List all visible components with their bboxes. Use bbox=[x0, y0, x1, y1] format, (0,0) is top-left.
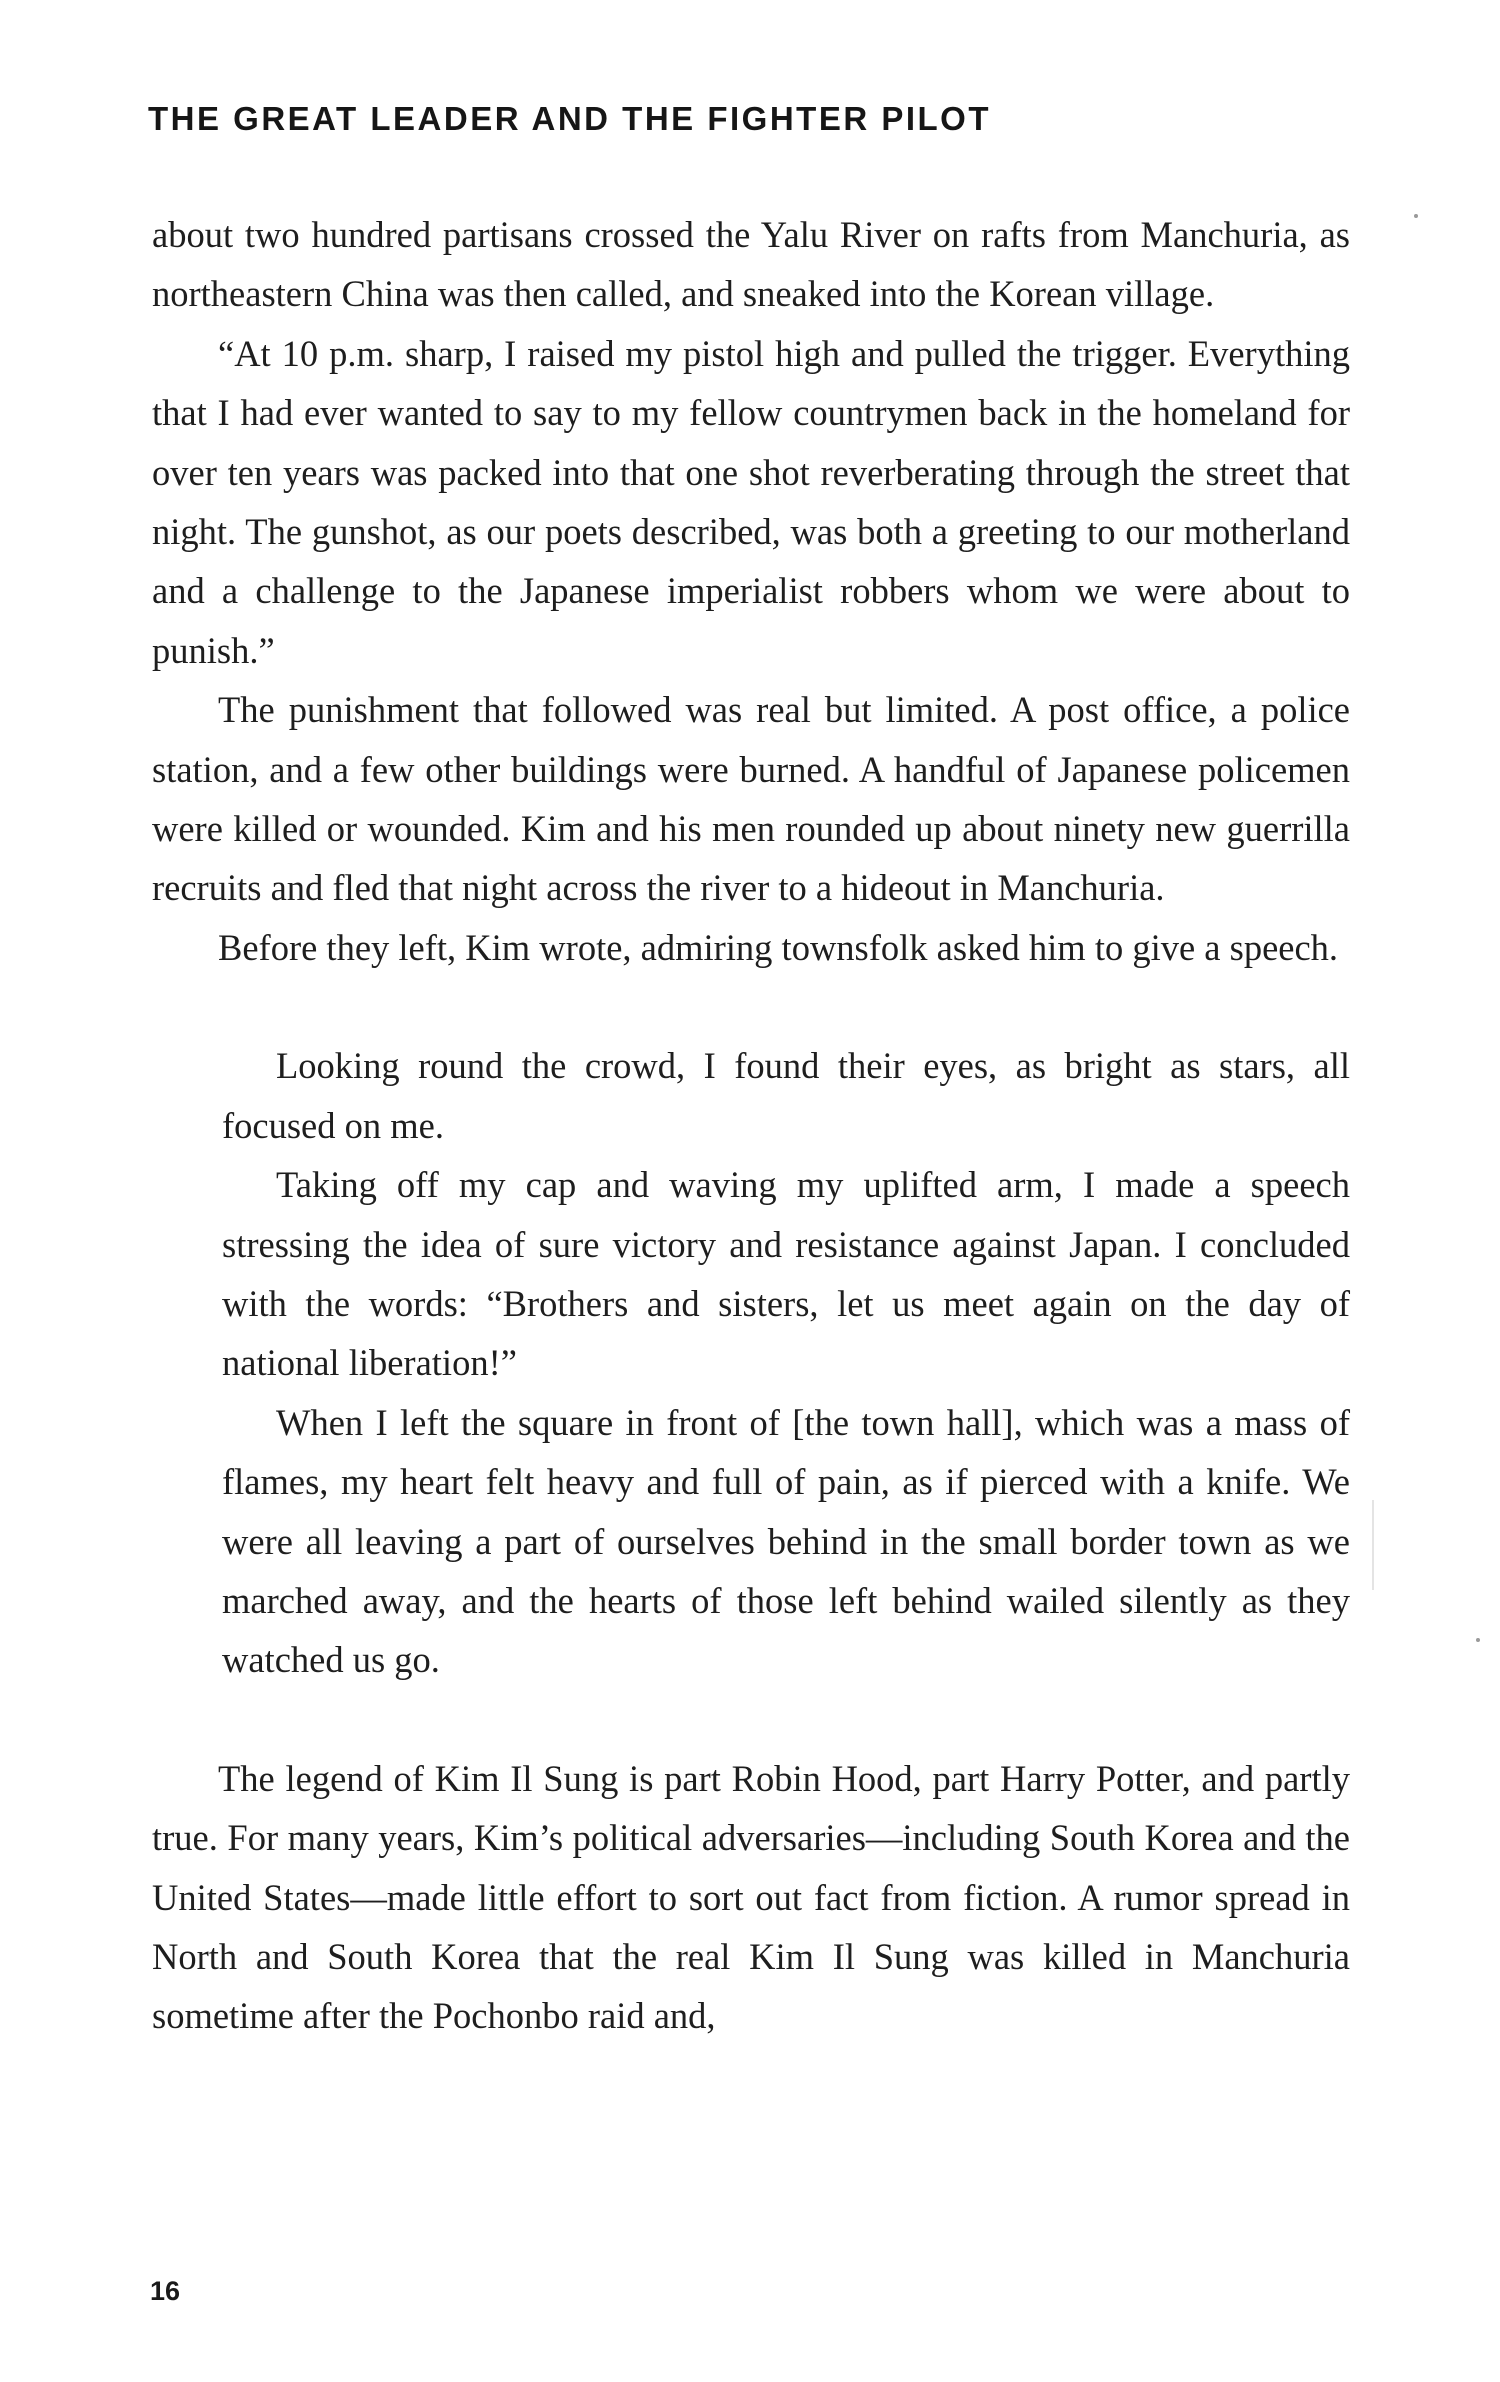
paragraph-legend: The legend of Kim Il Sung is part Robin Hood, part Harry Potter, and partly true. For many years, Kim’s political adversaries—including South Korea and the United States—made little effort to sort out fact from fiction. A rumor spread in North and South Korea that the real Kim Il Sung was killed in Manchuria sometime after the Pochonbo raid and, bbox=[152, 1757, 1350, 2037]
running-head: THE GREAT LEADER AND THE FIGHTER PILOT bbox=[148, 100, 991, 137]
block-quote-paragraph: Looking round the crowd, I found their eyes, as bright as stars, all focused on me. bbox=[222, 1045, 1350, 1146]
scan-edge-mark bbox=[1372, 1500, 1374, 1590]
paragraph-continued: about two hundred partisans crossed the Yalu River on rafts from Manchuria, as northeastern China was then called, and sneaked into the Korean village. bbox=[152, 214, 1350, 315]
body-text bbox=[152, 205, 1350, 2046]
paragraph-punishment: The punishment that followed was real but limited. A post office, a police station, and a few other buildings were burned. A handful of Japanese policemen were killed or wounded. Kim and his men rounded up about ninety new guerrilla recruits and fled that night across the river to a hideout in Manchuria. bbox=[152, 689, 1350, 909]
block-quote-paragraph: Taking off my cap and waving my uplifted arm, I made a speech stressing the idea of sure victory and resistance against Japan. I concluded with the words: “Brothers and sisters, let us meet again on the day of national liberation!” bbox=[222, 1164, 1350, 1384]
scan-speck bbox=[1414, 214, 1418, 218]
block-quote bbox=[222, 1036, 1350, 1689]
block-quote-paragraph: When I left the square in front of [the town hall], which was a mass of flames, my heart felt heavy and full of pain, as if pierced with a knife. We were all leaving a part of ourselves behind in the small border town as we marched away, and the hearts of those left behind wailed silently as they watched us go. bbox=[222, 1401, 1350, 1681]
paragraph-speech-intro: Before they left, Kim wrote, admiring townsfolk asked him to give a speech. bbox=[218, 926, 1339, 968]
paragraph-quote-gunshot: “At 10 p.m. sharp, I raised my pistol high and pulled the trigger. Everything that I had ever wanted to say to my fellow countrymen back in the homeland for over ten years was packed into that one shot reverberating through the street that night. The gunshot, as our poets described, was both a greeting to our motherland and a challenge to the Japanese imperialist robbers whom we were about to punish.” bbox=[152, 332, 1350, 671]
scan-speck bbox=[1476, 1638, 1480, 1642]
page-number: 16 bbox=[150, 2276, 181, 2306]
